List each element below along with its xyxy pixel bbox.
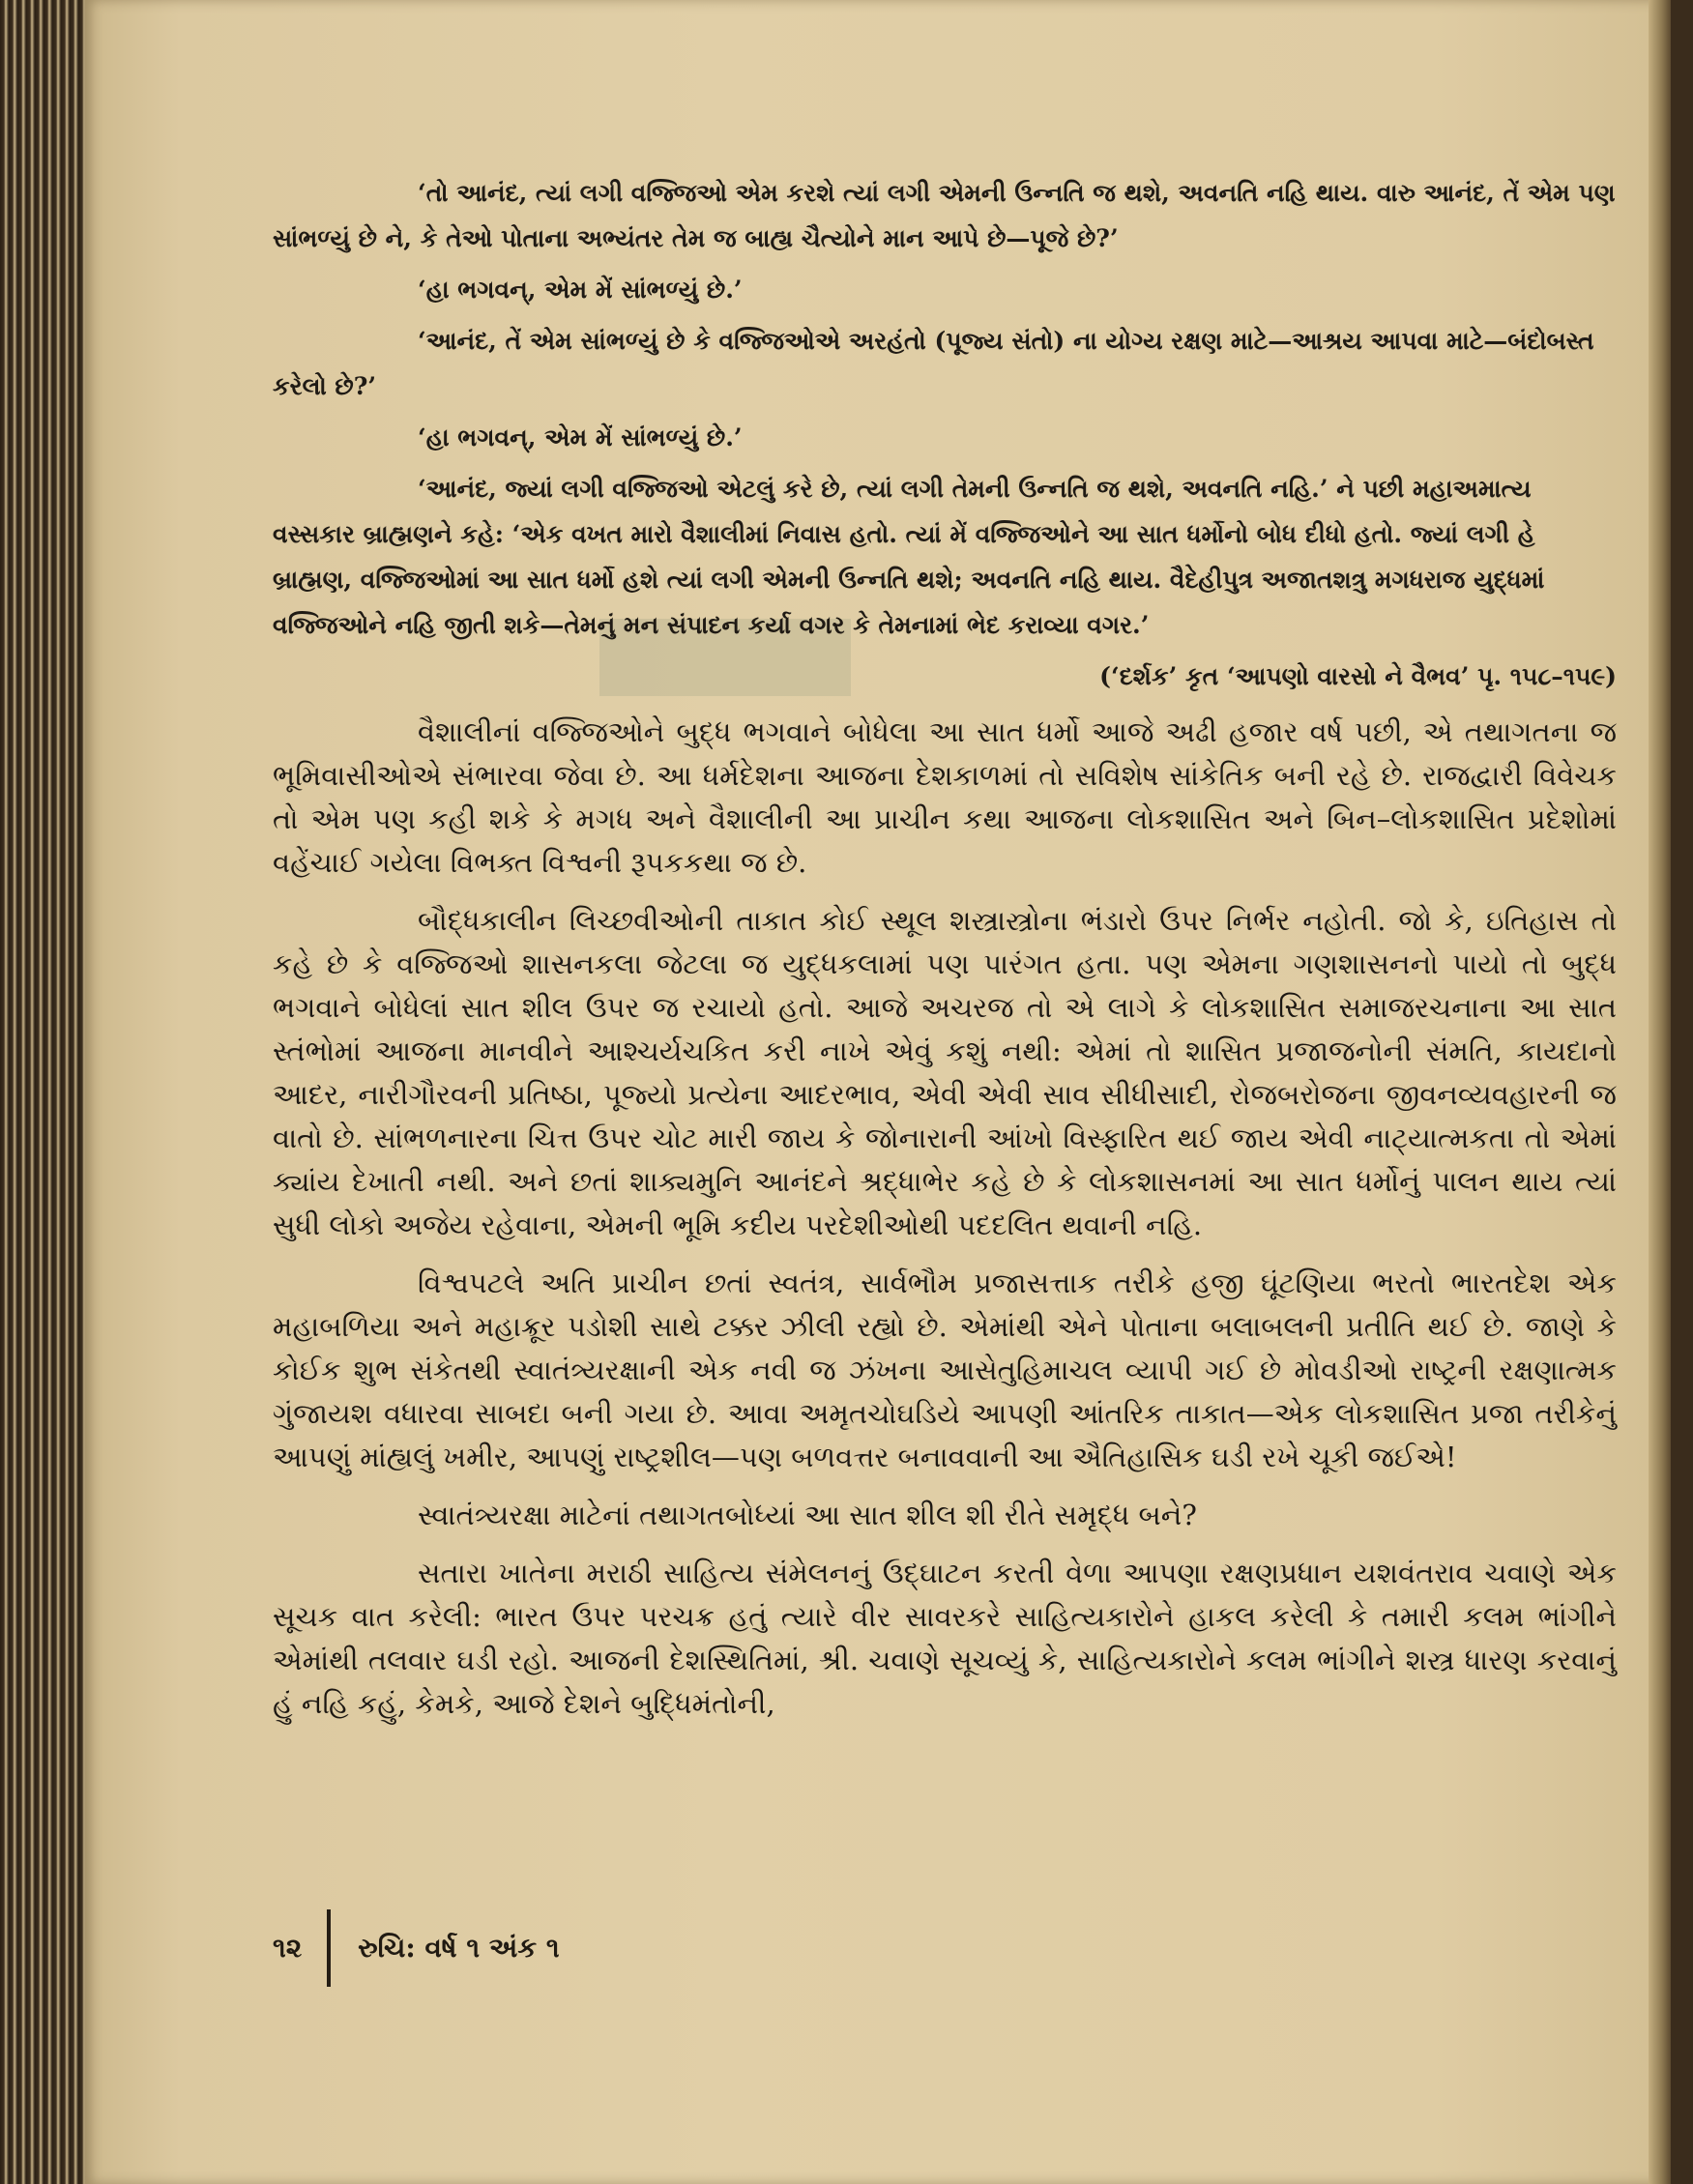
journal-issue: રુચિ: વર્ષ ૧ અંક ૧ xyxy=(358,1932,560,1964)
body-paragraph-1: વૈશાલીનાં વજ્જિઓને બુદ્ધ ભગવાને બોધેલા આ સાત ધર્મો આજે અઢી હજાર વર્ષ પછી, એ તથાગતના જ ભૂમિવાસીઓએ સંભારવા જેવા છે. આ ધર્મદેશના આજના દેશકાળમાં તો સવિશેષ સાંકેતિક બની રહે છે. રાજદ્વારી વિવેચક તો એમ પણ કહી શકે કે મગધ અને વૈશાલીની આ પ્રાચીન કથા આજના લોકશાસિત અને બિન–લોકશાસિત પ્રદેશોમાં વહેંચાઈ ગયેલા વિભક્ત વિશ્વની રૂપકકથા જ છે. xyxy=(273,715,1617,879)
body-paragraph-3: વિશ્વપટલે અતિ પ્રાચીન છતાં સ્વતંત્ર, સાર્વભૌમ પ્રજાસત્તાક તરીકે હજી ઘૂંટણિયા ભરતો ભારતદેશ એક મહાબળિયા અને મહાક્રૂર પડોશી સાથે ટક્કર ઝીલી રહ્યો છે. એમાંથી એને પોતાના બલાબલની પ્રતીતિ થઈ છે. જાણે કે કોઈક શુભ સંકેતથી સ્વાતંત્ર્યરક્ષાની એક નવી જ ઝંખના આસેતુહિમાચલ વ્યાપી ગઈ છે મોવડીઓ રાષ્ટ્રની રક્ષણાત્મક ગુંજાયશ વધારવા સાબદા બની ગયા છે. આવા અમૃતચોઘડિયે આપણી આંતરિક તાકાત—એક લોકશાસિત પ્રજા તરીકેનું આપણું માંહ્યલું ખમીર, આપણું રાષ્ટ્રશીલ—પણ બળવત્તર બનાવવાની આ ઐતિહાસિક ઘડી રખે ચૂકી જઈએ! xyxy=(273,1267,1617,1473)
article-body xyxy=(273,711,1617,1740)
quoted-dialogue xyxy=(273,170,1617,705)
page-right-edge xyxy=(1649,0,1671,2184)
quote-paragraph-4: ‘હા ભગવન્, એમ મેં સાંભળ્યું છે.’ xyxy=(418,423,743,451)
body-paragraph-5: સતારા ખાતેના મરાઠી સાહિત્ય સંમેલનનું ઉદ્ઘાટન કરતી વેળા આપણા રક્ષણપ્રધાન યશવંતરાવ ચવાણે એક સૂચક વાત કરેલી: ભારત ઉપર પરચક્ર હતું ત્યારે વીર સાવરકરે સાહિત્યકારોને હાકલ કરેલી કે તમારી કલમ ભાંગીને એમાંથી તલવાર ઘડી રહો. આજની દેશસ્થિતિમાં, શ્રી. ચવાણે સૂચવ્યું કે, સાહિત્યકારોને કલમ ભાંગીને શસ્ત્ર ધારણ કરવાનું હું નહિ કહું, કેમકે, આજે દેશને બુદ્ધિમંતોની, xyxy=(273,1557,1617,1720)
quote-paragraph-1: ‘તો આનંદ, ત્યાં લગી વજ્જિઓ એમ કરશે ત્યાં લગી એમની ઉન્નતિ જ થશે, અવનતિ નહિ થાય. વારુ આનંદ, તેં એમ પણ સાંભળ્યું છે ને, કે તેઓ પોતાના અભ્યંતર તેમ જ બાહ્ય ચૈત્યોને માન આપે છે—પૂજે છે?’ xyxy=(273,179,1616,252)
quote-citation: (‘દર્શક’ કૃત ‘આપણો વારસો ને વૈભવ’ પૃ. ૧૫૮–૧૫૯) xyxy=(1099,662,1617,690)
page-number: ૧૨ xyxy=(273,1932,303,1964)
body-paragraph-2: બૌદ્ધકાલીન લિચ્છવીઓની તાકાત કોઈ સ્થૂલ શસ્ત્રાસ્ત્રોના ભંડારો ઉપર નિર્ભર નહોતી. જો કે, ઇતિહાસ તો કહે છે કે વજ્જિઓ શાસનકલા જેટલા જ યુદ્ધકલામાં પણ પારંગત હતા. પણ એમના ગણશાસનનો પાયો તો બુદ્ધ ભગવાને બોધેલાં સાત શીલ ઉપર જ રચાયો હતો. આજે અચરજ તો એ લાગે કે લોકશાસિત સમાજરચનાના આ સાત સ્તંભોમાં આજના માનવીને આશ્ચર્યચકિત કરી નાખે એવું કશું નથી: એમાં તો શાસિત પ્રજાજનોની સંમતિ, કાયદાનો આદર, નારીગૌરવની પ્રતિષ્ઠા, પૂજ્યો પ્રત્યેના આદરભાવ, એવી એવી સાવ સીધીસાદી, રોજબરોજના જીવનવ્યવહારની જ વાતો છે. સાંભળનારના ચિત્ત ઉપર ચોટ મારી જાય કે જોનારાની આંખો વિસ્ફારિત થઈ જાય એવી નાટ્યાત્મકતા તો એમાં ક્યાંય દેખાતી નથી. અને છતાં શાક્યમુનિ આનંદને શ્રદ્ધાભેર કહે છે કે લોકશાસનમાં આ સાત ધર્મોનું પાલન થાય ત્યાં સુધી લોકો અજેય રહેવાના, એમની ભૂમિ કદીય પરદેશીઓથી પદદલિત થવાની નહિ. xyxy=(273,904,1617,1241)
quote-paragraph-5: ‘આનંદ, જ્યાં લગી વજ્જિઓ એટલું કરે છે, ત્યાં લગી તેમની ઉન્નતિ જ થશે, અવનતિ નહિ.’ ને પછી મહાઅમાત્ય વસ્સકાર બ્રાહ્મણને કહે: ‘એક વખત મારો વૈશાલીમાં નિવાસ હતો. ત્યાં મેં વજ્જિઓને આ સાત ધર્મોનો બોધ દીધો હતો. જ્યાં લગી હે બ્રાહ્મણ, વજ્જિઓમાં આ સાત ધર્મો હશે ત્યાં લગી એમની ઉન્નતિ થશે; અવનતિ નહિ થાય. વૈદેહીપુત્ર અજાતશત્રુ મગધરાજ યુદ્ધમાં વજ્જિઓને નહિ જીતી શકે—તેમનું મન સંપાદન કર્યા વગર કે તેમનામાં ભેદ કરાવ્યા વગર.’ xyxy=(273,475,1545,639)
page-binding-edge xyxy=(0,0,85,2184)
body-paragraph-4: સ્વાતંત્ર્યરક્ષા માટેનાં તથાગતબોધ્યાં આ સાત શીલ શી રીતે સમૃદ્ધ બને? xyxy=(418,1499,1197,1531)
quote-paragraph-3: ‘આનંદ, તેં એમ સાંભળ્યું છે કે વજ્જિઓએ અરહંતો (પૂજ્ય સંતો) ના યોગ્ય રક્ષણ માટે—આશ્રય આપવા માટે—બંદોબસ્ત કરેલો છે?’ xyxy=(273,327,1594,400)
page-footer xyxy=(273,1919,560,1977)
footer-divider xyxy=(327,1909,331,1987)
quote-paragraph-2: ‘હા ભગવન્, એમ મેં સાંભળ્યું છે.’ xyxy=(418,276,743,304)
